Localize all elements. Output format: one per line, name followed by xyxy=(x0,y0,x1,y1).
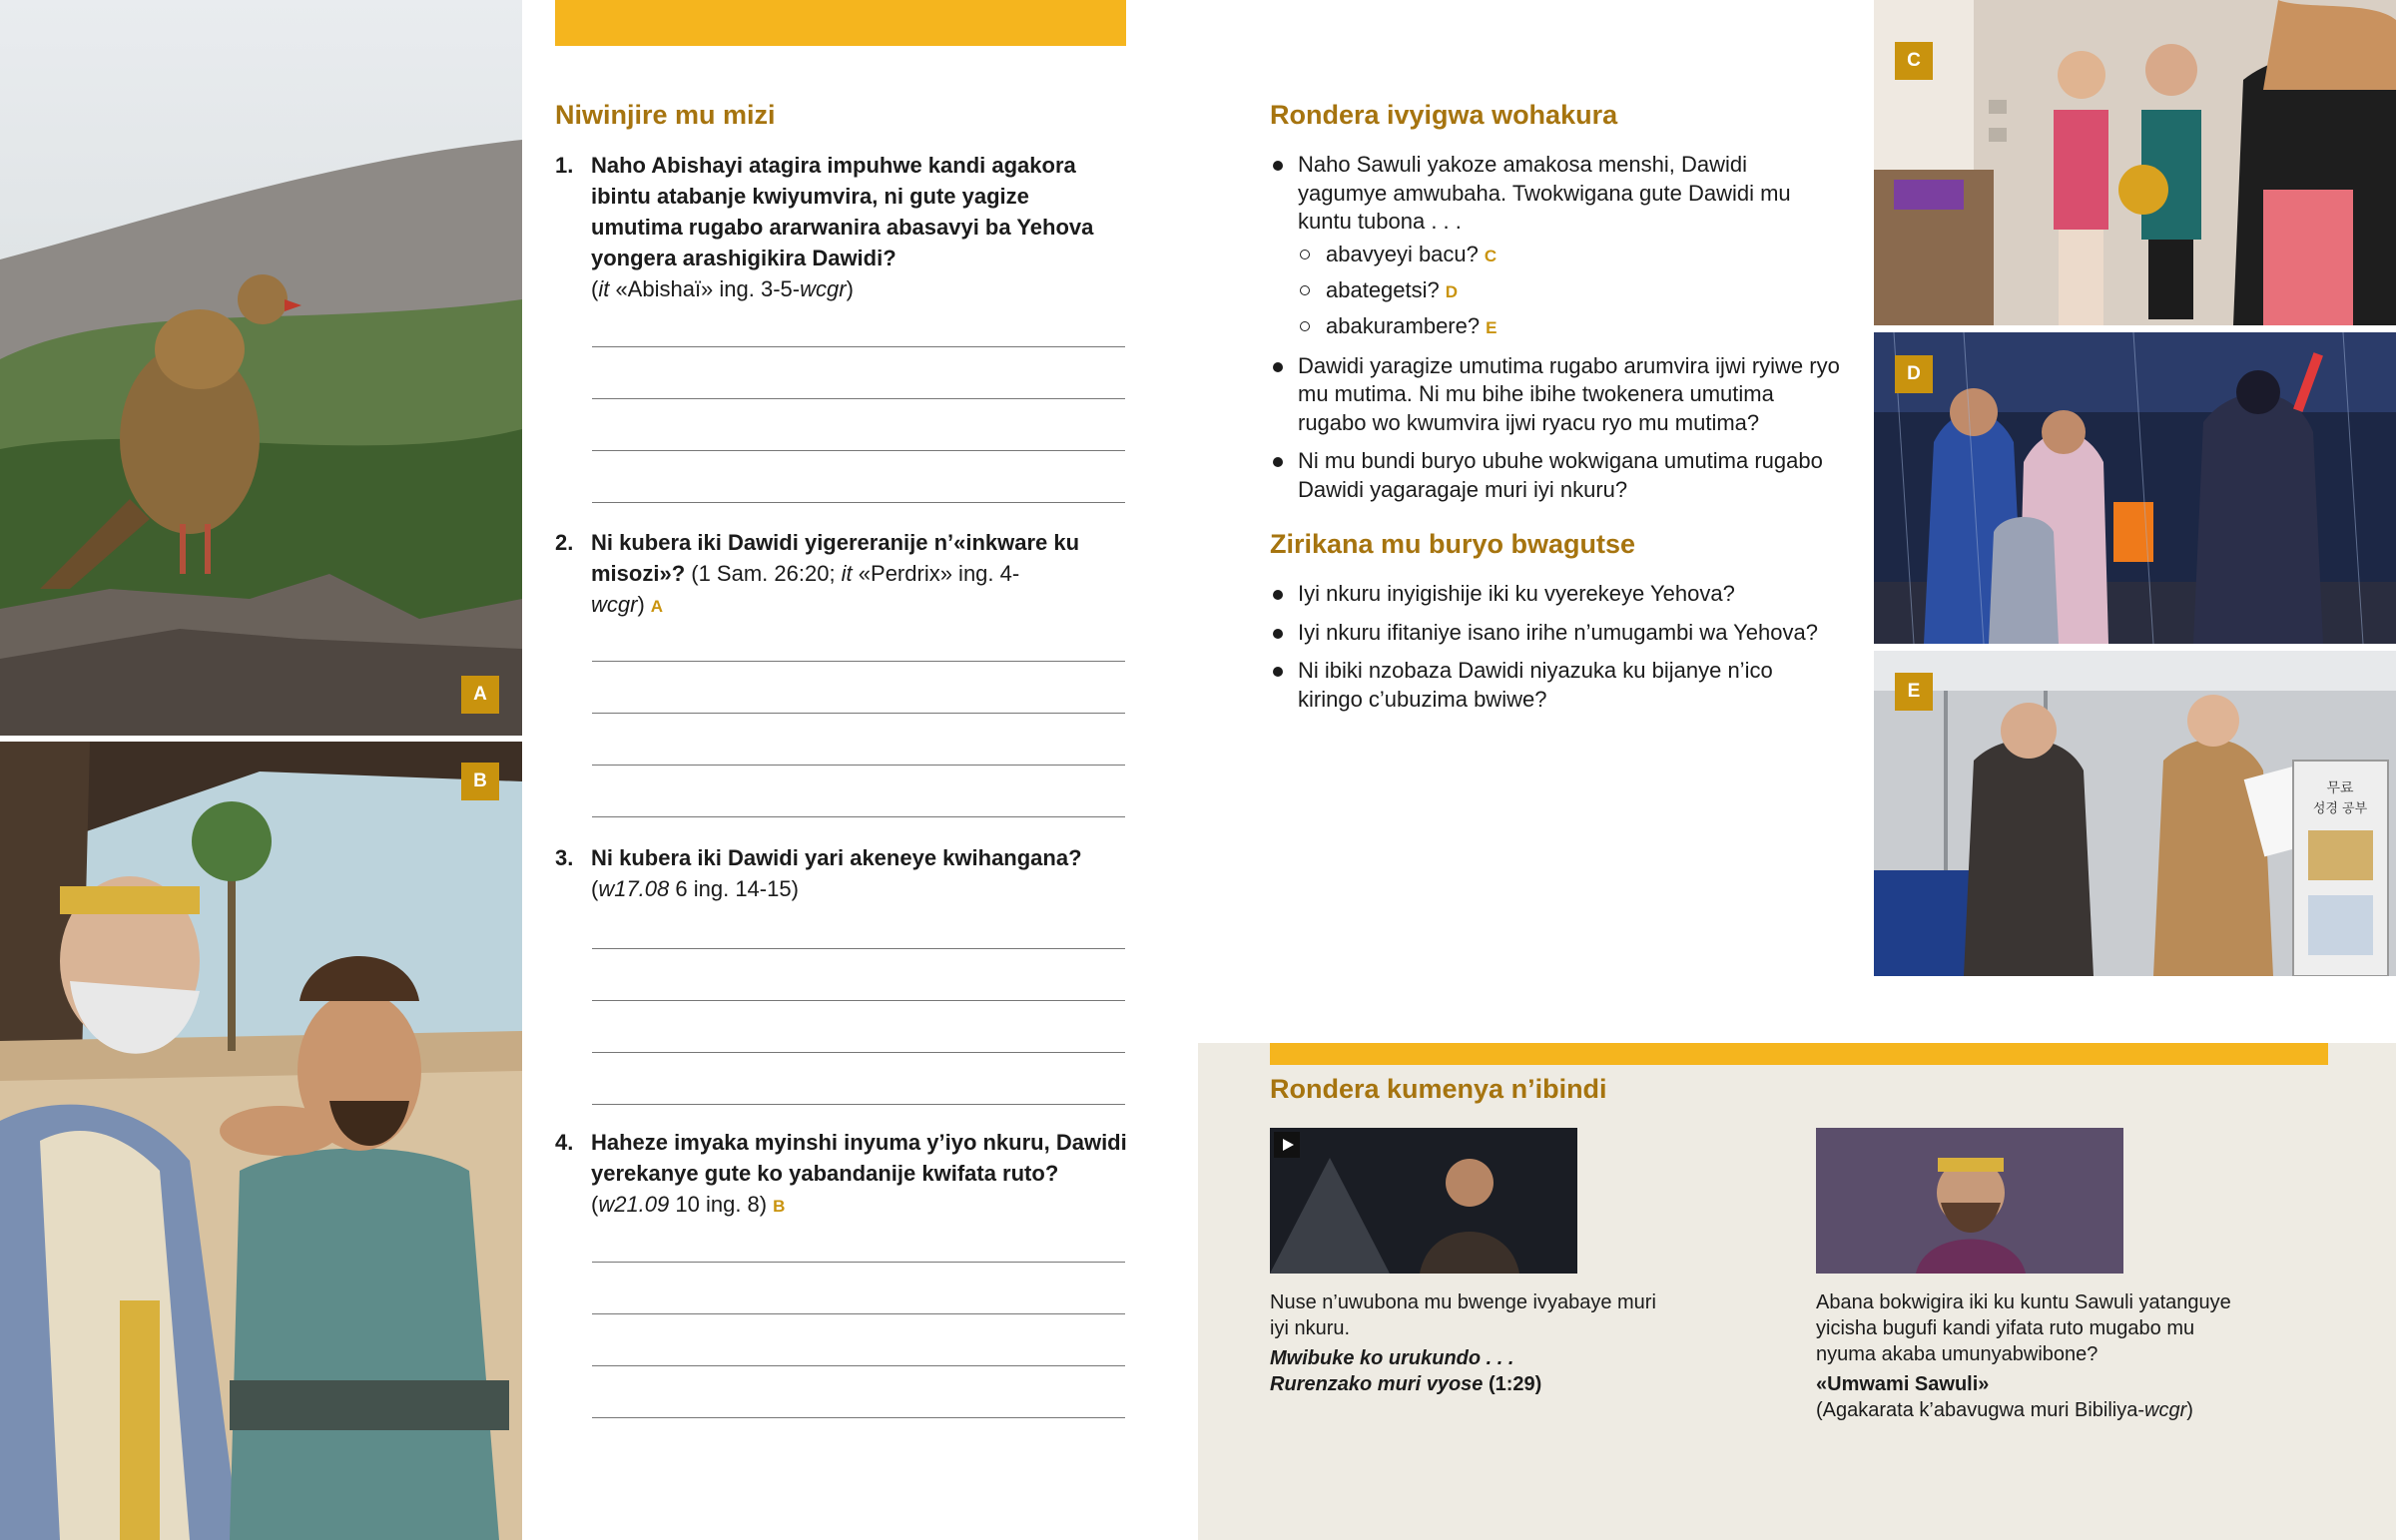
article-source-text: (Agakarata k’abavugwa muri Bibiliya- xyxy=(1816,1399,2145,1421)
question-number: 1. xyxy=(555,153,574,178)
reference-open: ( xyxy=(591,876,599,901)
photo-e-badge: E xyxy=(1895,673,1933,711)
video-block xyxy=(1270,1289,1669,1397)
question-2 xyxy=(555,527,1114,622)
photo-a-partridge xyxy=(0,0,522,736)
photo-ref-c[interactable]: C xyxy=(1484,246,1498,265)
section-heading-dig-deeper: Niwinjire mu mizi xyxy=(555,100,776,130)
reference-pub: w17.08 xyxy=(598,876,670,901)
sign-text-bible-study: 성경 공부 xyxy=(2312,801,2368,816)
reference-open: ( xyxy=(591,276,599,301)
photo-b-david-abishai xyxy=(0,742,522,1540)
lesson-item-1 xyxy=(1270,151,1841,342)
photo-c-badge: C xyxy=(1895,42,1933,80)
sub-item-text: abategetsi? xyxy=(1326,276,1440,302)
article-source-code: wcgr xyxy=(2144,1399,2187,1421)
video-description: Nuse n’uwubona mu bwenge ivyabaye muri iyi nkuru. xyxy=(1270,1291,1656,1339)
answer-lines-4[interactable] xyxy=(592,1262,1125,1469)
photo-c-family-kitchen xyxy=(1874,0,2396,325)
reference-close: ) xyxy=(637,592,645,617)
photo-ref-d[interactable]: D xyxy=(1445,281,1459,301)
lessons-list xyxy=(1270,151,1841,514)
video-thumbnail[interactable] xyxy=(1270,1128,1577,1274)
sign-text-free: 무료 xyxy=(2326,780,2354,796)
photo-a-badge: A xyxy=(461,676,499,714)
reflect-item-1: Iyi nkuru inyigishije iki ku vyerekeye Yehova? xyxy=(1270,580,1841,609)
reflect-list xyxy=(1270,580,1841,724)
article-description: Abana bokwigira iki ku kuntu Sawuli yatanguye yicisha bugufi kandi yifata ruto mugabo mu nyuma akaba umunyabwibone? xyxy=(1816,1291,2231,1365)
video-duration: (1:29) xyxy=(1488,1373,1542,1395)
reference-close: ) xyxy=(846,276,854,301)
photo-ref-a[interactable]: A xyxy=(650,597,664,616)
question-3 xyxy=(555,842,1114,904)
section-heading-explore: Rondera kumenya n’ibindi xyxy=(1270,1074,1607,1104)
reference-pub: it xyxy=(598,276,610,301)
reference-detail: 6 ing. 14-15) xyxy=(669,876,799,901)
question-number: 3. xyxy=(555,845,574,870)
lesson-item-2: Dawidi yaragize umutima rugabo arumvira ijwi ryiwe ryo mu mutima. Ni mu bihe ibihe twokenera umutima rugabo wo kwumvira ijwi ryacu ryo mu mutima? xyxy=(1270,352,1841,438)
reference-code: wcgr xyxy=(800,276,847,301)
photo-ref-b[interactable]: B xyxy=(773,1197,786,1216)
sub-item-parents xyxy=(1298,241,1841,270)
reference-open: (1 Sam. 26:20; xyxy=(685,561,842,586)
reference-open: ( xyxy=(591,1192,599,1217)
question-text: Ni kubera iki Dawidi yari akeneye kwihangana? xyxy=(591,845,1082,870)
article-source xyxy=(1816,1397,2255,1423)
question-number: 2. xyxy=(555,530,574,555)
reflect-item-2: Iyi nkuru ifitaniye isano irihe n’umugambi wa Yehova? xyxy=(1270,619,1841,648)
answer-lines-2[interactable] xyxy=(592,661,1125,868)
reference-code: wcgr xyxy=(591,592,638,617)
reference-pub: it xyxy=(841,561,853,586)
top-accent-bar xyxy=(555,0,1126,46)
article-title[interactable]: «Umwami Sawuli» xyxy=(1816,1373,1990,1395)
article-thumbnail[interactable] xyxy=(1816,1128,2123,1274)
photo-e-bible-study-offer xyxy=(1874,651,2396,976)
question-4 xyxy=(555,1127,1127,1222)
question-text: Ni kubera iki Dawidi yigereranije n’«inkware ku misozi»? xyxy=(591,530,1080,586)
photo-d-rain-rescue xyxy=(1874,332,2396,644)
sub-item-text: abakurambere? xyxy=(1326,312,1481,338)
play-icon[interactable] xyxy=(1274,1132,1300,1158)
section-heading-reflect: Zirikana mu buryo bwagutse xyxy=(1270,529,1636,559)
lesson-item-3: Ni mu bundi buryo ubuhe wokwigana umutima rugabo Dawidi yagaragaje muri iyi nkuru? xyxy=(1270,447,1841,504)
video-title-line2[interactable]: Rurenzako muri vyose xyxy=(1270,1373,1484,1395)
question-text: Haheze imyaka myinshi inyuma y’iyo nkuru, Dawidi yerekanye gute ko yabandanije kwifata ruto? xyxy=(591,1130,1127,1186)
reference-detail: «Perdrix» ing. 4- xyxy=(852,561,1020,586)
sub-item-authorities xyxy=(1298,276,1841,306)
reference-detail: 10 ing. 8) xyxy=(669,1192,768,1217)
sub-item-text: abavyeyi bacu? xyxy=(1326,241,1479,266)
photo-d-badge: D xyxy=(1895,355,1933,393)
explore-accent-bar xyxy=(1270,1043,2328,1065)
article-source-close: ) xyxy=(2186,1399,2193,1421)
section-heading-lessons: Rondera ivyigwa wohakura xyxy=(1270,100,1618,130)
reference-detail: «Abishaï» ing. 3-5- xyxy=(609,276,801,301)
article-block xyxy=(1816,1289,2255,1423)
sub-item-elders xyxy=(1298,312,1841,342)
video-title-line1[interactable]: Mwibuke ko urukundo . . . xyxy=(1270,1347,1514,1369)
question-number: 4. xyxy=(555,1130,574,1155)
question-1 xyxy=(555,150,1114,304)
photo-ref-e[interactable]: E xyxy=(1486,317,1498,337)
reflect-item-3: Ni ibiki nzobaza Dawidi niyazuka ku bijanye n’ico kiringo c’ubuzima bwiwe? xyxy=(1270,657,1841,714)
photo-b-badge: B xyxy=(461,763,499,800)
answer-lines-3[interactable] xyxy=(592,948,1125,1156)
reference-pub: w21.09 xyxy=(598,1192,670,1217)
question-text: Naho Abishayi atagira impuhwe kandi agakora ibintu atabanje kwiyumvira, ni gute yagize umutima rugabo ararwanira abasavyi ba Yehova yongera arashigikira Dawidi? xyxy=(591,153,1094,270)
lesson-text: Naho Sawuli yakoze amakosa menshi, Dawidi yagumye amwubaha. Twokwigana gute Dawidi mu kuntu tubona . . . xyxy=(1298,152,1791,234)
answer-lines-1[interactable] xyxy=(592,346,1125,554)
